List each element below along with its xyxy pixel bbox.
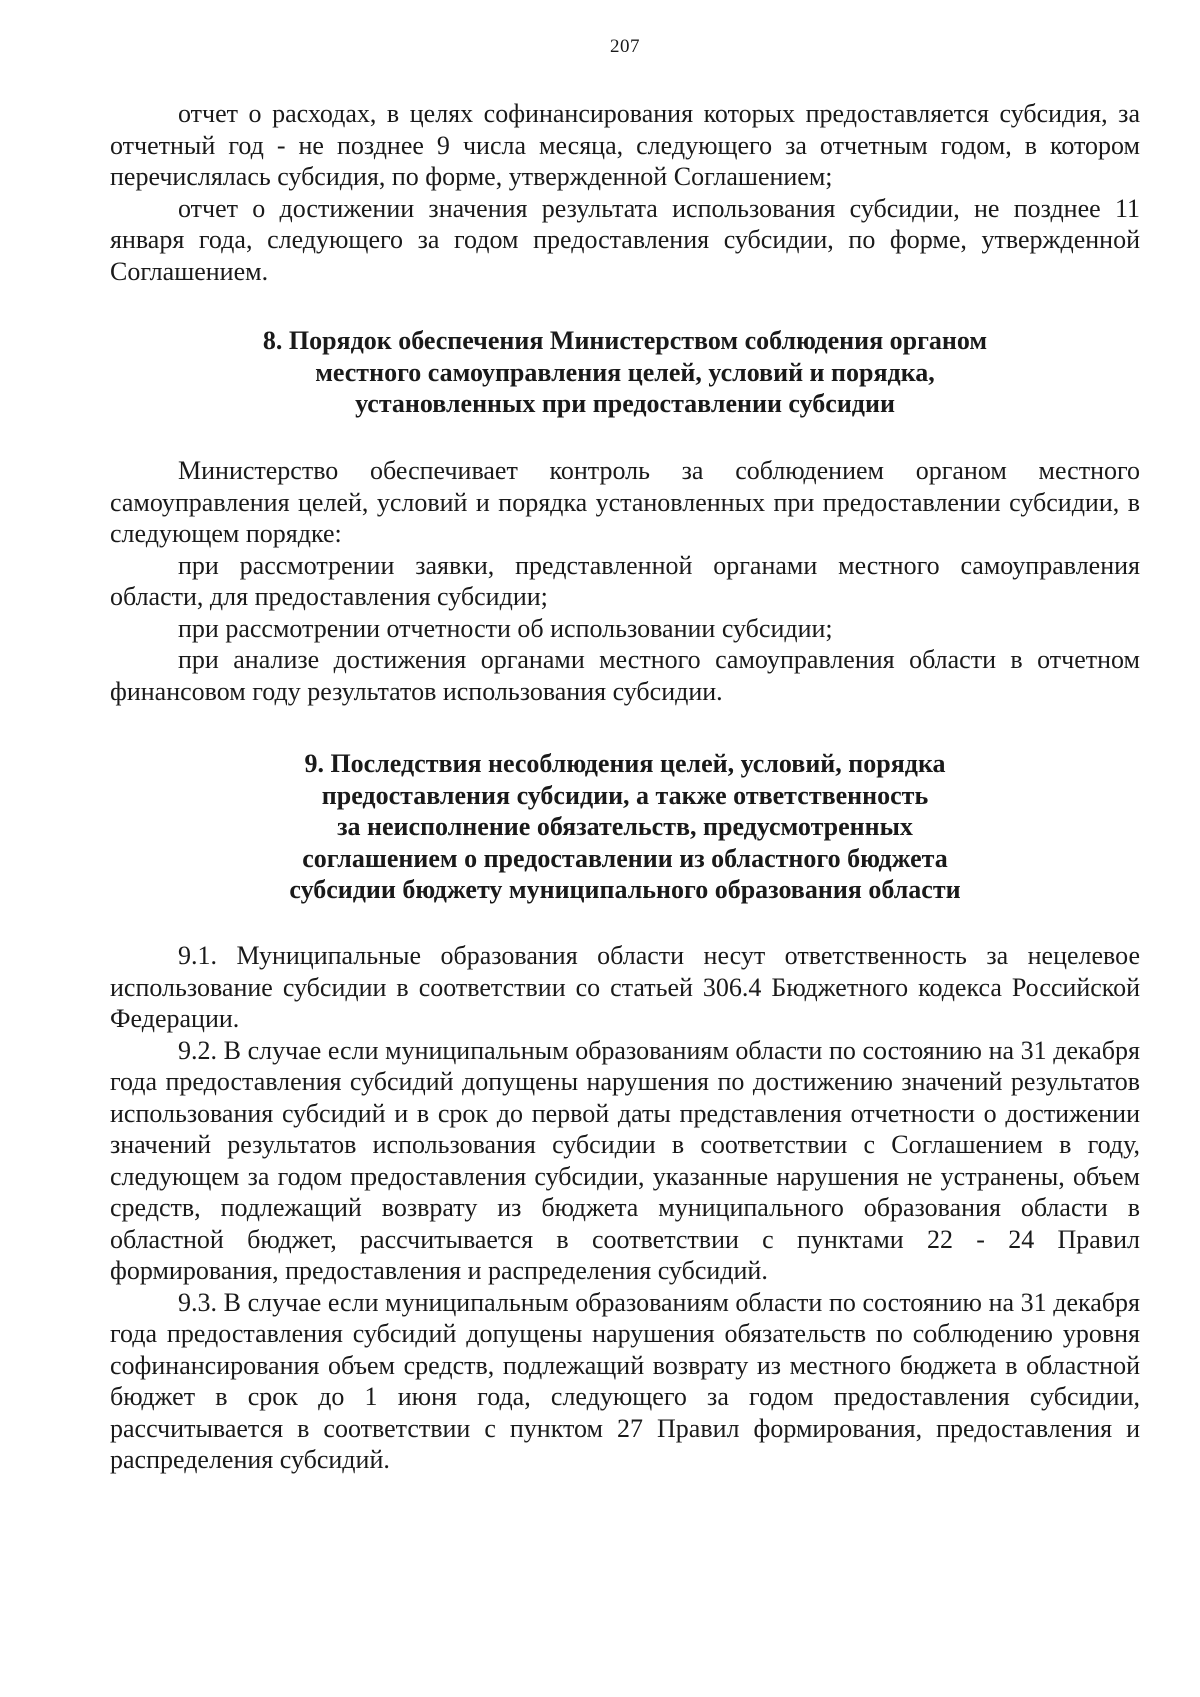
document-page: [110, 0, 1140, 1697]
section-8-heading-line: установленных при предоставлении субсидии: [355, 389, 895, 418]
paragraph-9-2: 9.2. В случае если муниципальным образованиям области по состоянию на 31 декабря года предоставления субсидий допущены нарушения по достижению значений результатов использования субсидий и в срок до первой даты представления отчетности о достижении значений результатов использования субсидии в соответствии с Соглашением в году, следующем за годом предоставления субсидии, указанные нарушения не устранены, объем средств, подлежащий возврату из бюджета муниципального образования области в областной бюджет, рассчитывается в соответствии с пунктами 22 - 24 Правил формирования, предоставления и распределения субсидий.: [110, 1035, 1140, 1285]
paragraph: при рассмотрении заявки, представленной органами местного самоуправления области, для предоставления субсидии;: [110, 550, 1140, 611]
paragraph: отчет о достижении значения результата использования субсидии, не позднее 11 января года, следующего за годом предоставления субсидии, по форме, утвержденной Соглашением.: [110, 193, 1140, 286]
section-9-heading-line: за неисполнение обязательств, предусмотренных: [337, 812, 913, 841]
paragraph: отчет о расходах, в целях софинансирования которых предоставляется субсидия, за отчетный год - не позднее 9 числа месяца, следующего за отчетным годом, в котором перечислялась субсидия, по форме, утвержденной Соглашением;: [110, 99, 1140, 191]
paragraph-9-3: 9.3. В случае если муниципальным образованиям области по состоянию на 31 декабря года предоставления субсидий допущены нарушения обязательств по соблюдению уровня софинансирования объем средств, подлежащий возврату из местного бюджета в областной бюджет в срок до 1 июня года, следующего за годом предоставления субсидии, рассчитывается в соответствии с пунктом 27 Правил формирования, предоставления и распределения субсидий.: [110, 1287, 1140, 1474]
section-8-heading-line: 8. Порядок обеспечения Министерством соблюдения органом: [262, 326, 988, 355]
section-9-heading: [110, 748, 1140, 906]
paragraph: при рассмотрении отчетности об использовании субсидии;: [178, 613, 833, 643]
section-8-heading: [110, 325, 1140, 420]
page-number: 207: [610, 36, 640, 57]
section-9-heading-line: субсидии бюджету муниципального образования области: [289, 875, 961, 904]
section-9-heading-line: соглашением о предоставлении из областного бюджета: [302, 843, 948, 873]
section-9-heading-line: предоставления субсидии, а также ответственность: [321, 780, 929, 810]
paragraph: при анализе достижения органами местного самоуправления области в отчетном финансовом году результатов использования субсидии.: [110, 645, 1140, 706]
reporting-paragraphs: [110, 98, 1140, 287]
paragraph-9-1: 9.1. Муниципальные образования области несут ответственность за нецелевое использование субсидии в соответствии со статьей 306.4 Бюджетного кодекса Российской Федерации.: [110, 941, 1140, 1033]
section-8-body: [110, 455, 1140, 707]
section-8-heading-line: местного самоуправления целей, условий и порядка,: [315, 357, 935, 387]
section-9-heading-line: 9. Последствия несоблюдения целей, условий, порядка: [304, 749, 946, 778]
section-9-body: [110, 940, 1140, 1476]
paragraph: Министерство обеспечивает контроль за соблюдением органом местного самоуправления целей, условий и порядка установленных при предоставлении субсидии, в следующем порядке:: [110, 456, 1140, 548]
